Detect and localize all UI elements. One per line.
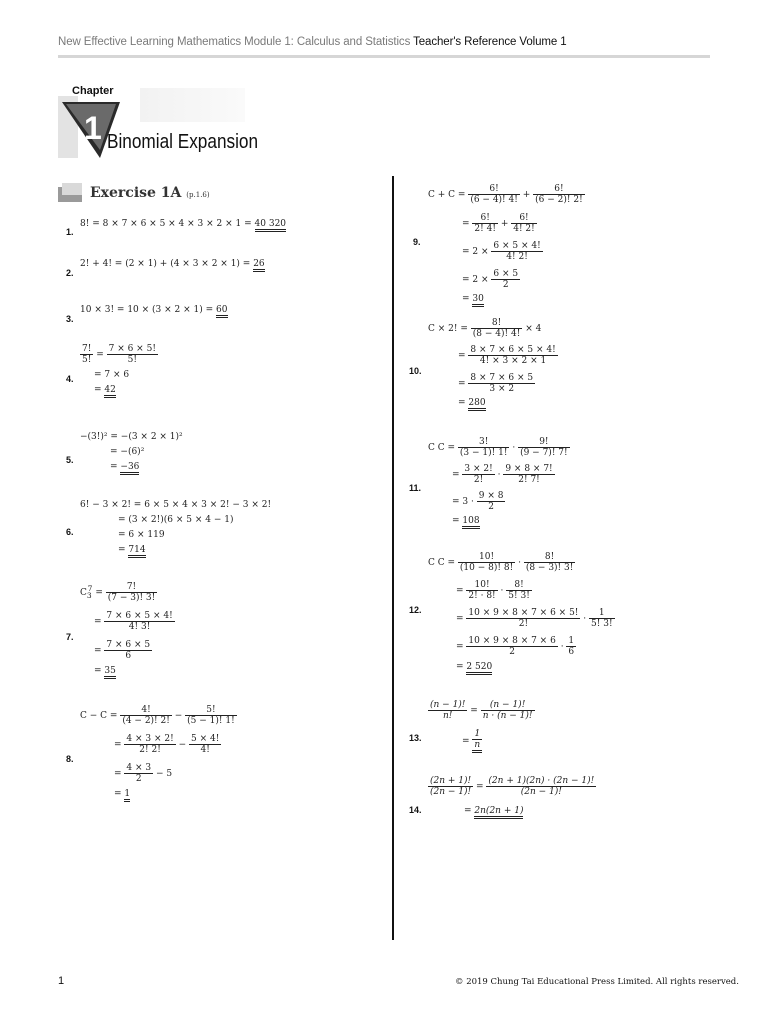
q4-line2: = 7 × 6 (94, 370, 130, 380)
q2-working (80, 259, 265, 269)
q12-line3: = $\frac{10 \times 9 \times 8 \times 7 \times 6 \times 5!}{2!}$ · $\frac{1}{5! 3!}$ (456, 608, 613, 629)
q11-line1: C C = $\frac{3!}{(3 - 1)! 1!}$ · $\frac{9!}{(9 - 7)! 7!}$ (428, 437, 568, 458)
q7-answer: 35 (104, 666, 115, 679)
reference-title: Teacher's Reference Volume 1 (413, 36, 567, 48)
q3-answer: 60 (216, 305, 227, 318)
q9-line3: = 2 × $\frac{6 \times 5 \times 4!}{4! 2!}$ (462, 241, 541, 262)
header-rule (58, 55, 710, 58)
q4-answer: 42 (104, 385, 115, 398)
q13-label: 13. (409, 733, 422, 743)
q6-line2: = (3 × 2!)(6 × 5 × 4 − 1) (118, 515, 234, 525)
q7-label: 7. (66, 632, 74, 642)
q4-label: 4. (66, 374, 74, 384)
chapter-banner-shade (140, 88, 245, 122)
q12-line1: C C = $\frac{10!}{(10 - 8)! 8!}$ · $\frac{8!}{(8 - 3)! 3!}$ (428, 552, 574, 573)
q2-answer: 26 (253, 259, 264, 272)
q13-line1: $\frac{(n - 1)!}{n!}$ = $\frac{(n - 1)!}{n \cdot (n - 1)!}$ (430, 700, 533, 721)
q2-line: 2! + 4! = (2 × 1) + (4 × 3 × 2 × 1) = (80, 259, 251, 269)
q10-label: 10. (409, 366, 422, 376)
q10-line1: C × 2! = $\frac{8!}{(8 - 4)! 4!}$ × 4 (428, 318, 542, 339)
q11-line4: = 108 (452, 516, 480, 526)
q5-answer: −36 (120, 462, 139, 475)
q8-label: 8. (66, 754, 74, 764)
q14-line1: $\frac{(2n + 1)!}{(2n - 1)!}$ = $\frac{(2n + 1)(2n) \cdot (2n - 1)!}{(2n - 1)!}$ (430, 776, 595, 797)
page-number: 1 (58, 975, 65, 987)
running-header (58, 36, 567, 48)
q5-label: 5. (66, 455, 74, 465)
q9-line4: = 2 × $\frac{6 \times 5}{2}$ (462, 269, 519, 290)
q3-label: 3. (66, 314, 74, 324)
q9-answer: 30 (472, 294, 483, 307)
q6-line3: = 6 × 119 (118, 530, 165, 540)
copyright-notice: © 2019 Chung Tai Educational Press Limited. All rights reserved. (455, 977, 739, 987)
exercise-icon (58, 183, 84, 203)
chapter-word: Chapter (72, 85, 114, 97)
q8-line3: = $\frac{4 \times 3}{2}$ − 5 (114, 763, 173, 784)
q12-label: 12. (409, 605, 422, 615)
q1-working (80, 219, 286, 229)
q9-line1: C + C = $\frac{6!}{(6 - 4)! 4!}$ + $\frac{6!}{(6 - 2)! 2!}$ (428, 184, 583, 205)
q9-line2: = $\frac{6!}{2! 4!}$ + $\frac{6!}{4! 2!}$ (462, 213, 535, 234)
q12-answer: 2 520 (466, 662, 492, 675)
q2-label: 2. (66, 268, 74, 278)
q14-line2: = 2n(2n + 1) (464, 806, 523, 816)
q10-answer: 280 (468, 398, 485, 411)
q7-line1: $C_3^7$ = $\frac{7!}{(7 - 3)! 3!}$ (80, 582, 156, 603)
q14-label: 14. (409, 805, 422, 815)
q1-line: 8! = 8 × 7 × 6 × 5 × 4 × 3 × 2 × 1 = (80, 219, 252, 229)
exercise-title (90, 185, 210, 201)
q10-line4: = 280 (458, 398, 486, 408)
q6-line4: = 714 (118, 545, 146, 555)
q3-working (80, 305, 228, 315)
q3-line: 10 × 3! = 10 × (3 × 2 × 1) = (80, 305, 214, 315)
q4-line1: $\frac{7!}{5!}$ = $\frac{7 \times 6 \times 5!}{5!}$ (82, 344, 156, 365)
q11-label: 11. (409, 483, 422, 493)
q11-answer: 108 (462, 516, 479, 529)
q6-line1: 6! − 3 × 2! = 6 × 5 × 4 × 3 × 2! − 3 × 2! (80, 500, 272, 510)
q1-label: 1. (66, 227, 74, 237)
q12-line4: = $\frac{10 \times 9 \times 8 \times 7 \times 6}{2}$ · $\frac{1}{6}$ (456, 636, 575, 657)
book-title: New Effective Learning Mathematics Module 1: Calculus and Statistics (58, 36, 411, 48)
q5-line1: −(3!)² = −(3 × 2 × 1)² (80, 432, 183, 442)
q9-line5: = 30 (462, 294, 484, 304)
q13-answer: $\frac{1}{n}$ (472, 729, 482, 753)
q5-line2: = −(6)² (110, 447, 145, 457)
q10-line3: = $\frac{8 \times 7 \times 6 \times 5}{3 \times 2}$ (458, 373, 534, 394)
q13-line2: = $\frac{1}{n}$ (462, 729, 482, 753)
q8-line2: = $\frac{4 \times 3 \times 2!}{2! 2!}$ − $\frac{5 \times 4!}{4!}$ (114, 734, 220, 755)
q11-line3: = 3 · $\frac{9 \times 8}{2}$ (452, 491, 504, 512)
exercise-name: Exercise 1A (90, 185, 182, 201)
q8-line1: C − C = $\frac{4!}{(4 - 2)! 2!}$ − $\frac{5!}{(5 - 1)! 1!}$ (80, 705, 235, 726)
q7-line3: = $\frac{7 \times 6 \times 5}{6}$ (94, 640, 151, 661)
q7-line2: = $\frac{7 \times 6 \times 5 \times 4!}{4! 3!}$ (94, 611, 173, 632)
q5-line3: = −36 (110, 462, 139, 472)
q6-answer: 714 (128, 545, 145, 558)
exercise-page-ref: (p.1.6) (186, 191, 210, 199)
q8-answer: 1 (124, 789, 130, 802)
chapter-title: Binomial Expansion (107, 131, 259, 153)
q9-label: 9. (413, 237, 421, 247)
q1-answer: 40 320 (255, 219, 287, 232)
q11-line2: = $\frac{3 \times 2!}{2!}$ · $\frac{9 \times 8 \times 7!}{2! 7!}$ (452, 464, 553, 485)
q12-line2: = $\frac{10!}{2! \cdot 8!}$ · $\frac{8!}{5! 3!}$ (456, 580, 530, 601)
q6-label: 6. (66, 527, 74, 537)
q14-answer: 2n(2n + 1) (474, 806, 523, 819)
q4-line3: = 42 (94, 385, 116, 395)
q7-line4: = 35 (94, 666, 116, 676)
q8-line4: = 1 (114, 789, 130, 799)
column-divider (392, 176, 394, 940)
q10-line2: = $\frac{8 \times 7 \times 6 \times 5 \times 4!}{4! \times 3 \times 2 \times 1}$ (458, 345, 556, 366)
q12-line5: = 2 520 (456, 662, 492, 672)
chapter-number: 1 (84, 110, 102, 146)
